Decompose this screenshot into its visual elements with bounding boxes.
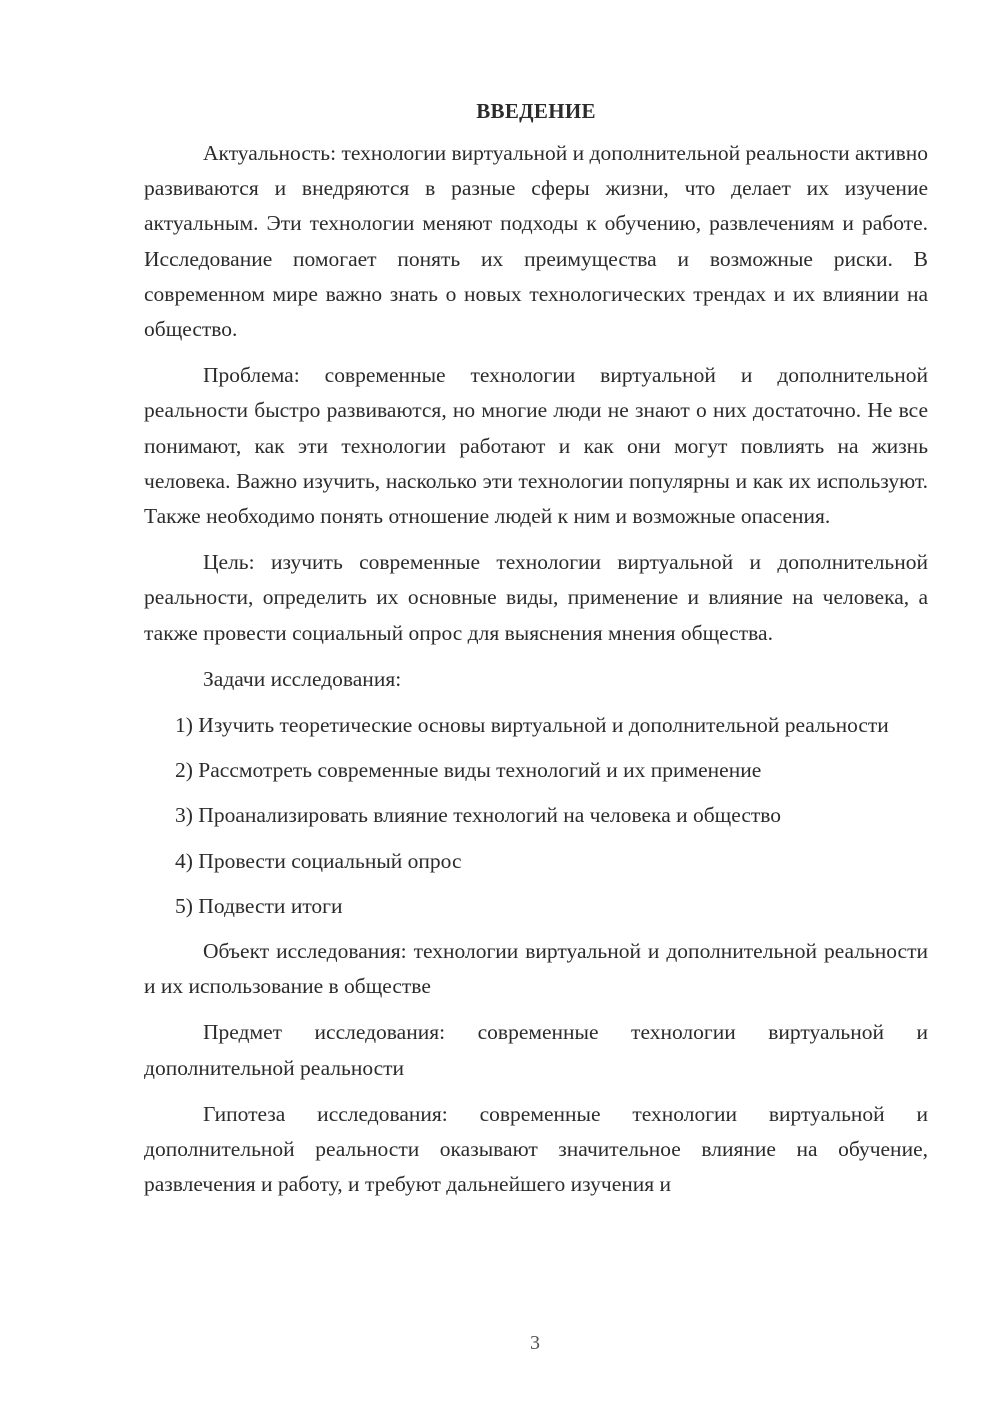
- subject-text: современные технологии виртуальной и дополнительной реальности: [144, 1020, 929, 1080]
- object-paragraph: [144, 934, 928, 1004]
- task-text: Рассмотреть современные виды технологий и их применение: [198, 758, 762, 783]
- problem-text: современные технологии виртуальной и дополнительной реальности быстро развиваются, но многие люди не знают о них достаточно. Не все понимают, как эти технологии работают и как они могут повлиять на жизнь человека. Важно изучить, насколько эти технологии популярны и как их используют. Также необходимо понять отношение людей к ним и возможные опасения.: [144, 363, 929, 529]
- page-content: [144, 94, 928, 1213]
- goal-paragraph: [144, 545, 928, 651]
- task-number: 4): [175, 848, 193, 873]
- tasks-heading: Задачи исследования:: [203, 666, 402, 691]
- task-list: [144, 708, 928, 924]
- relevance-label: Актуальность:: [203, 141, 337, 165]
- task-item: [144, 889, 928, 924]
- relevance-text: технологии виртуальной и дополнительной реальности активно развиваются и внедряются в разные сферы жизни, что делает их изучение актуальным. Эти технологии меняют подходы к обучению, развлечениям и работе. Исследование помогает понять их преимущества и возможные риски. В современном мире важно знать о новых технологических трендах и их влиянии на общество.: [144, 141, 928, 342]
- task-number: 3): [175, 803, 193, 828]
- subject-label: Предмет исследования:: [203, 1020, 446, 1045]
- goal-label: Цель:: [203, 550, 255, 575]
- task-text: Проанализировать влияние технологий на человека и общество: [198, 803, 782, 828]
- task-number: 1): [175, 713, 193, 738]
- task-number: 2): [175, 758, 193, 783]
- task-item: [144, 708, 928, 743]
- task-item: [144, 798, 928, 833]
- relevance-paragraph: [144, 136, 928, 347]
- object-label: Объект исследования:: [203, 939, 407, 964]
- section-title: ВВЕДЕНИЕ: [476, 99, 596, 123]
- subject-paragraph: [144, 1015, 928, 1085]
- problem-label: Проблема:: [203, 363, 300, 388]
- hypothesis-text: современные технологии виртуальной и дополнительной реальности оказывают значительное влияние на обучение, развлечения и работу, и требуют дальнейшего изучения и: [144, 1101, 928, 1197]
- goal-text: изучить современные технологии виртуальной и дополнительной реальности, определить их основные виды, применение и влияние на человека, а также провести социальный опрос для выяснения мнения общества.: [144, 550, 928, 645]
- object-text: технологии виртуальной и дополнительной реальности и их использование в обществе: [144, 939, 929, 999]
- task-number: 5): [175, 893, 193, 918]
- task-text: Изучить теоретические основы виртуальной и дополнительной реальности: [198, 713, 889, 738]
- hypothesis-paragraph: [144, 1097, 928, 1203]
- task-item: [144, 844, 928, 879]
- task-text: Подвести итоги: [198, 893, 343, 918]
- task-item: [144, 753, 928, 788]
- problem-paragraph: [144, 358, 928, 534]
- task-text: Провести социальный опрос: [198, 848, 462, 873]
- page-number: 3: [530, 1332, 540, 1354]
- hypothesis-label: Гипотеза исследования:: [203, 1101, 448, 1126]
